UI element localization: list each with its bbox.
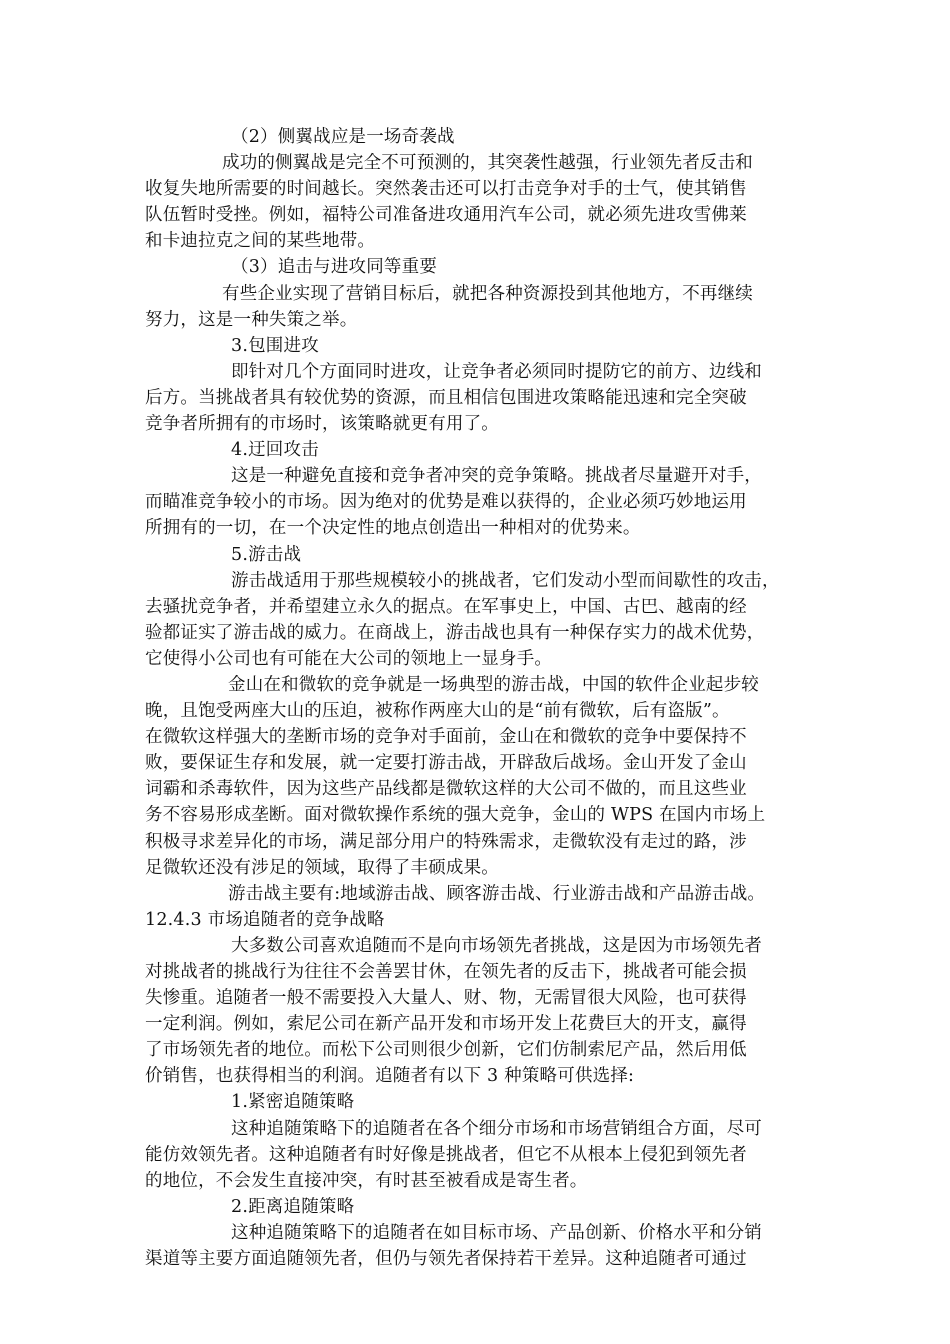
text-line: 竞争者所拥有的市场时，该策略就更有用了。 (145, 414, 499, 435)
text-line: 了市场领先者的地位。而松下公司则很少创新，它们仿制索尼产品，然后用低 (145, 1040, 747, 1061)
text-line: 晚，且饱受两座大山的压迫，被称作两座大山的是“前有微软，后有盗版”。 (145, 701, 730, 722)
text-line: 有些企业实现了营销目标后，就把各种资源投到其他地方，不再继续 (222, 283, 753, 304)
section-heading: （3）追击与进攻同等重要 (231, 257, 438, 278)
text-line: 游击战适用于那些规模较小的挑战者，它们发动小型而间歇性的攻击， (231, 570, 780, 591)
text-line: 足微软还没有涉足的领域，取得了丰硕成果。 (145, 857, 499, 878)
text-line: 金山在和微软的竞争就是一场典型的游击战，中国的软件企业起步较 (228, 674, 759, 695)
text-line: 去骚扰竞争者，并希望建立永久的据点。在军事史上，中国、古巴、越南的经 (145, 596, 747, 617)
text-line: 游击战主要有:地域游击战、顾客游击战、行业游击战和产品游击战。 (228, 883, 766, 904)
text-line: 队伍暂时受挫。例如，福特公司准备进攻通用汽车公司，就必须先进攻雪佛莱 (145, 205, 747, 226)
text-line: 收复失地所需要的时间越长。突然袭击还可以打击竞争对手的士气，使其销售 (145, 179, 747, 200)
text-line: 所拥有的一切，在一个决定性的地点创造出一种相对的优势来。 (145, 518, 641, 539)
text-line: 失惨重。追随者一般不需要投入大量人、财、物，无需冒很大风险，也可获得 (145, 988, 747, 1009)
section-heading: 12.4.3 市场追随者的竞争战略 (145, 909, 385, 930)
text-line: 对挑战者的挑战行为往往不会善罢甘休，在领先者的反击下，挑战者可能会损 (145, 962, 747, 982)
text-line: 努力，这是一种失策之举。 (145, 309, 358, 330)
text-line: 它使得小公司也有可能在大公司的领地上一显身手。 (145, 648, 553, 669)
text-line: 一定利润。例如，索尼公司在新产品开发和市场开发上花费巨大的开支，赢得 (145, 1014, 747, 1035)
section-heading: 1.紧密追随策略 (231, 1092, 355, 1113)
text-line: 这种追随策略下的追随者在如目标市场、产品创新、价格水平和分销 (231, 1222, 762, 1243)
document-body (145, 124, 820, 1272)
text-line: 和卡迪拉克之间的某些地带。 (145, 231, 376, 252)
text-line: 价销售，也获得相当的利润。追随者有以下 3 种策略可供选择: (145, 1066, 635, 1087)
text-line: 能仿效领先者。这种追随者有时好像是挑战者，但它不从根本上侵犯到领先者 (145, 1144, 747, 1165)
section-heading: （2）侧翼战应是一场奇袭战 (231, 127, 455, 147)
text-line: 大多数公司喜欢追随而不是向市场领先者挑战，这是因为市场领先者 (231, 935, 762, 956)
text-line: 这是一种避免直接和竞争者冲突的竞争策略。挑战者尽量避开对手， (231, 466, 762, 487)
text-line: 务不容易形成垄断。面对微软操作系统的强大竞争，金山的 WPS 在国内市场上 (145, 805, 766, 826)
text-line: 积极寻求差异化的市场，满足部分用户的特殊需求，走微软没有走过的路，涉 (145, 831, 747, 852)
text-line: 后方。当挑战者具有较优势的资源，而且相信包围进攻策略能迅速和完全突破 (145, 387, 747, 408)
text-line: 即针对几个方面同时进攻，让竞争者必须同时提防它的前方、边线和 (231, 361, 762, 382)
text-line: 的地位，不会发生直接冲突，有时甚至被看成是寄生者。 (145, 1170, 588, 1191)
text-line: 渠道等主要方面追随领先者，但仍与领先者保持若干差异。这种追随者可通过 (145, 1249, 747, 1270)
text-line: 验都证实了游击战的威力。在商战上，游击战也具有一种保存实力的战术优势， (145, 622, 765, 643)
section-heading: 4.迂回攻击 (231, 440, 319, 461)
text-line: 这种追随策略下的追随者在各个细分市场和市场营销组合方面，尽可 (231, 1118, 762, 1139)
section-heading: 5.游击战 (231, 544, 302, 565)
text-line: 成功的侧翼战是完全不可预测的，其突袭性越强，行业领先者反击和 (222, 153, 753, 174)
section-heading: 2.距离追随策略 (231, 1196, 355, 1217)
text-line: 词霸和杀毒软件，因为这些产品线都是微软这样的大公司不做的，而且这些业 (145, 779, 747, 800)
text-line: 败，要保证生存和发展，就一定要打游击战，开辟敌后战场。金山开发了金山 (145, 753, 747, 774)
text-line: 在微软这样强大的垄断市场的竞争对手面前，金山在和微软的竞争中要保持不 (145, 727, 747, 748)
text-line: 而瞄准竞争较小的市场。因为绝对的优势是难以获得的，企业必须巧妙地运用 (145, 492, 747, 513)
section-heading: 3.包围进攻 (231, 335, 319, 356)
